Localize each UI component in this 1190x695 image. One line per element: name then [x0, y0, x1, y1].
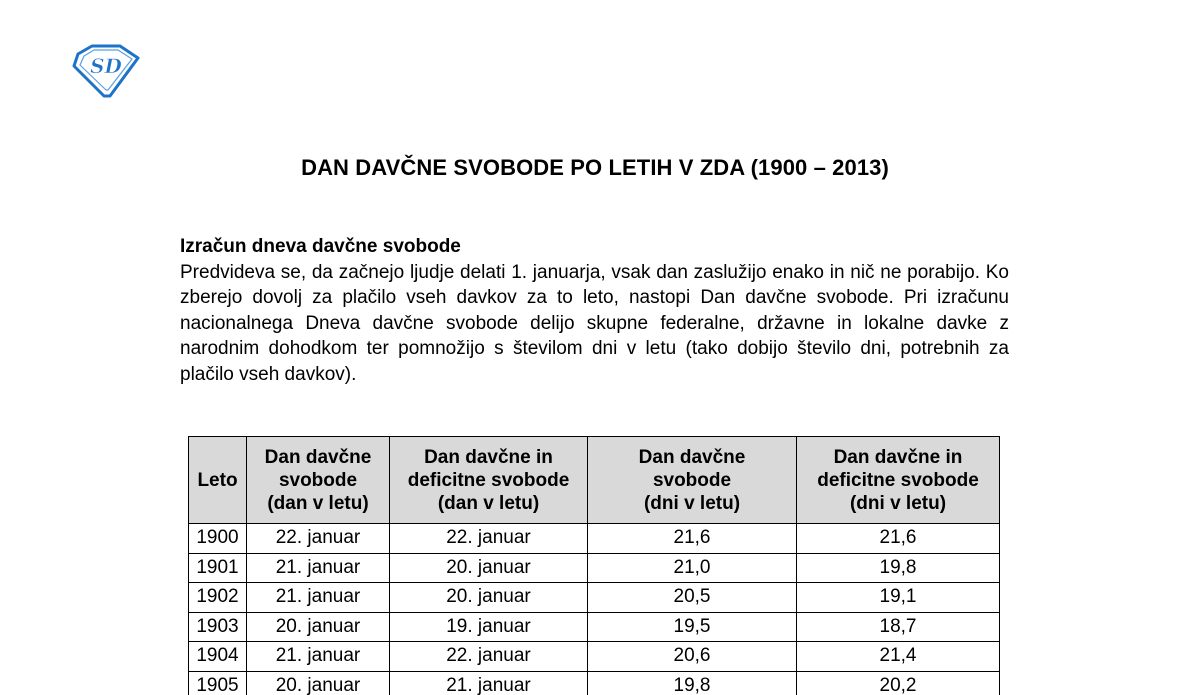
cell-tax-freedom-day: 21. januar: [247, 642, 390, 672]
cell-tax-freedom-day: 22. januar: [247, 524, 390, 554]
table-header-row: [189, 437, 1000, 524]
cell-year: 1905: [189, 671, 247, 695]
cell-tax-freedom-day: 20. januar: [247, 612, 390, 642]
cell-tax-freedom-day: 20. januar: [247, 671, 390, 695]
header-year: Leto: [189, 437, 247, 524]
cell-tax-freedom-days: 20,6: [588, 642, 797, 672]
cell-year: 1902: [189, 583, 247, 613]
cell-tax-deficit-freedom-day: 22. januar: [390, 642, 588, 672]
cell-tax-deficit-freedom-days: 20,2: [797, 671, 1000, 695]
cell-tax-freedom-day: 21. januar: [247, 583, 390, 613]
cell-tax-freedom-days: 20,5: [588, 583, 797, 613]
logo-lettering: SD: [90, 54, 122, 78]
cell-year: 1901: [189, 553, 247, 583]
cell-year: 1900: [189, 524, 247, 554]
table-row: [189, 642, 1000, 672]
cell-tax-deficit-freedom-days: 18,7: [797, 612, 1000, 642]
header-tax-deficit-freedom-day: Dan davčne in deficitne svobode (dan v letu): [390, 437, 588, 524]
section-body-paragraph: Predvideva se, da začnejo ljudje delati 1. januarja, vsak dan zaslužijo enako in nič ne porabijo. Ko zberejo dovolj za plačilo vseh davkov za to leto, nastopi Dan davčne svobode. Pri izračunu nacionalnega Dneva davčne svobode delijo skupne federalne, državne in lokalne davke z narodnim dohodkom ter pomnožijo s številom dni v letu (tako dobijo število dni, potrebnih za plačilo vseh davkov).: [180, 261, 1009, 385]
cell-tax-freedom-days: 19,8: [588, 671, 797, 695]
cell-tax-freedom-days: 19,5: [588, 612, 797, 642]
table-row: [189, 583, 1000, 613]
cell-tax-deficit-freedom-days: 19,8: [797, 553, 1000, 583]
cell-tax-deficit-freedom-days: 19,1: [797, 583, 1000, 613]
tax-freedom-table: [188, 436, 1000, 695]
section-heading: Izračun dneva davčne svobode: [180, 236, 461, 257]
cell-tax-deficit-freedom-day: 21. januar: [390, 671, 588, 695]
cell-tax-deficit-freedom-day: 19. januar: [390, 612, 588, 642]
table-row: [189, 612, 1000, 642]
cell-year: 1903: [189, 612, 247, 642]
header-tax-freedom-days: Dan davčne svobode (dni v letu): [588, 437, 797, 524]
cell-tax-freedom-day: 21. januar: [247, 553, 390, 583]
cell-tax-deficit-freedom-days: 21,4: [797, 642, 1000, 672]
cell-tax-deficit-freedom-day: 22. januar: [390, 524, 588, 554]
cell-tax-freedom-days: 21,0: [588, 553, 797, 583]
table-row: [189, 671, 1000, 695]
document-title: DAN DAVČNE SVOBODE PO LETIH V ZDA (1900 – 2013): [301, 155, 889, 180]
cell-tax-deficit-freedom-day: 20. januar: [390, 553, 588, 583]
calculation-section: [180, 234, 1009, 387]
cell-tax-deficit-freedom-day: 20. januar: [390, 583, 588, 613]
cell-year: 1904: [189, 642, 247, 672]
sd-logo-icon: [70, 44, 142, 100]
header-tax-deficit-freedom-days: Dan davčne in deficitne svobode (dni v letu): [797, 437, 1000, 524]
table-row: [189, 524, 1000, 554]
table-row: [189, 553, 1000, 583]
header-tax-freedom-day: Dan davčne svobode (dan v letu): [247, 437, 390, 524]
cell-tax-freedom-days: 21,6: [588, 524, 797, 554]
cell-tax-deficit-freedom-days: 21,6: [797, 524, 1000, 554]
